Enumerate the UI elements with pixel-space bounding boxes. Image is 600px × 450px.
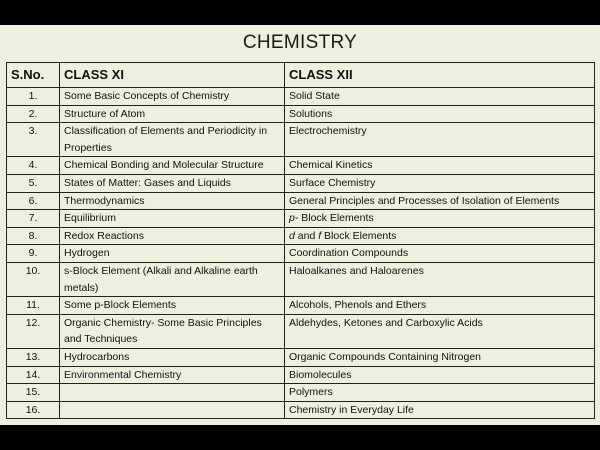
cell-class-xi: Some Basic Concepts of Chemistry [60, 88, 285, 106]
page-title: CHEMISTRY [242, 32, 358, 53]
cell-class-xii: Solutions [285, 105, 595, 123]
table-row [7, 105, 595, 123]
italic-letter: p [289, 212, 295, 225]
cell-class-xii: Aldehydes, Ketones and Carboxylic Acids [285, 314, 595, 348]
cell-sno: 6. [7, 192, 60, 210]
cell-class-xi: Equilibrium [60, 210, 285, 228]
cell-class-xii: Biomolecules [285, 366, 595, 384]
cell-class-xii: Coordination Compounds [285, 245, 595, 263]
cell-text: and [294, 229, 319, 242]
cell-class-xii: Haloalkanes and Haloarenes [285, 262, 595, 296]
cell-class-xii [285, 227, 595, 245]
table-row [7, 314, 595, 348]
cell-sno: 15. [7, 384, 60, 402]
cell-sno: 7. [7, 210, 60, 228]
cell-class-xi: Hydrocarbons [60, 348, 285, 366]
table-row [7, 262, 595, 296]
header-class-xii: CLASS XII [285, 63, 595, 88]
cell-sno: 12. [7, 314, 60, 348]
italic-letter: d [289, 229, 295, 242]
header-sno: S.No. [7, 63, 60, 88]
cell-class-xii: Alcohols, Phenols and Ethers [285, 297, 595, 315]
cell-sno: 9. [7, 245, 60, 263]
cell-class-xi: Classification of Elements and Periodicity in Properties [60, 123, 285, 157]
table-row [7, 192, 595, 210]
cell-class-xii: Organic Compounds Containing Nitrogen [285, 348, 595, 366]
cell-class-xi: Thermodynamics [60, 192, 285, 210]
cell-class-xii: Solid State [285, 88, 595, 106]
cell-class-xi: States of Matter: Gases and Liquids [60, 174, 285, 192]
table-row [7, 157, 595, 175]
cell-class-xi: Structure of Atom [60, 105, 285, 123]
cell-class-xii: Chemical Kinetics [285, 157, 595, 175]
cell-text: Block Elements [321, 229, 397, 242]
cell-class-xi: Redox Reactions [60, 227, 285, 245]
cell-sno: 5. [7, 174, 60, 192]
cell-class-xi [60, 384, 285, 402]
table-row [7, 366, 595, 384]
cell-sno: 8. [7, 227, 60, 245]
cell-class-xi: Chemical Bonding and Molecular Structure [60, 157, 285, 175]
cell-class-xi [60, 401, 285, 419]
cell-sno: 3. [7, 123, 60, 157]
table-row [7, 297, 595, 315]
cell-class-xi: Environmental Chemistry [60, 366, 285, 384]
table-row [7, 401, 595, 419]
cell-class-xii: General Principles and Processes of Isolation of Elements [285, 192, 595, 210]
cell-sno: 2. [7, 105, 60, 123]
table-row [7, 174, 595, 192]
table-row [7, 384, 595, 402]
table-row [7, 123, 595, 157]
cell-class-xi: s-Block Element (Alkali and Alkaline earth metals) [60, 262, 285, 296]
syllabus-table [6, 62, 595, 419]
slide [0, 25, 600, 425]
cell-sno: 16. [7, 401, 60, 419]
cell-sno: 11. [7, 297, 60, 315]
italic-letter: f [318, 229, 322, 242]
table-header-row [7, 63, 595, 88]
table-row [7, 348, 595, 366]
cell-text: - Block Elements [294, 212, 374, 225]
cell-class-xii: Chemistry in Everyday Life [285, 401, 595, 419]
cell-class-xii: Surface Chemistry [285, 174, 595, 192]
cell-sno: 4. [7, 157, 60, 175]
cell-class-xii [285, 210, 595, 228]
cell-sno: 14. [7, 366, 60, 384]
cell-class-xi: Some p-Block Elements [60, 297, 285, 315]
cell-sno: 1. [7, 88, 60, 106]
table-row [7, 245, 595, 263]
cell-class-xii: Polymers [285, 384, 595, 402]
cell-class-xii: Electrochemistry [285, 123, 595, 157]
table-row [7, 227, 595, 245]
table-row [7, 88, 595, 106]
cell-sno: 10. [7, 262, 60, 296]
cell-class-xi: Hydrogen [60, 245, 285, 263]
cell-sno: 13. [7, 348, 60, 366]
cell-class-xi: Organic Chemistry- Some Basic Principles and Techniques [60, 314, 285, 348]
header-class-xi: CLASS XI [60, 63, 285, 88]
table-row [7, 210, 595, 228]
